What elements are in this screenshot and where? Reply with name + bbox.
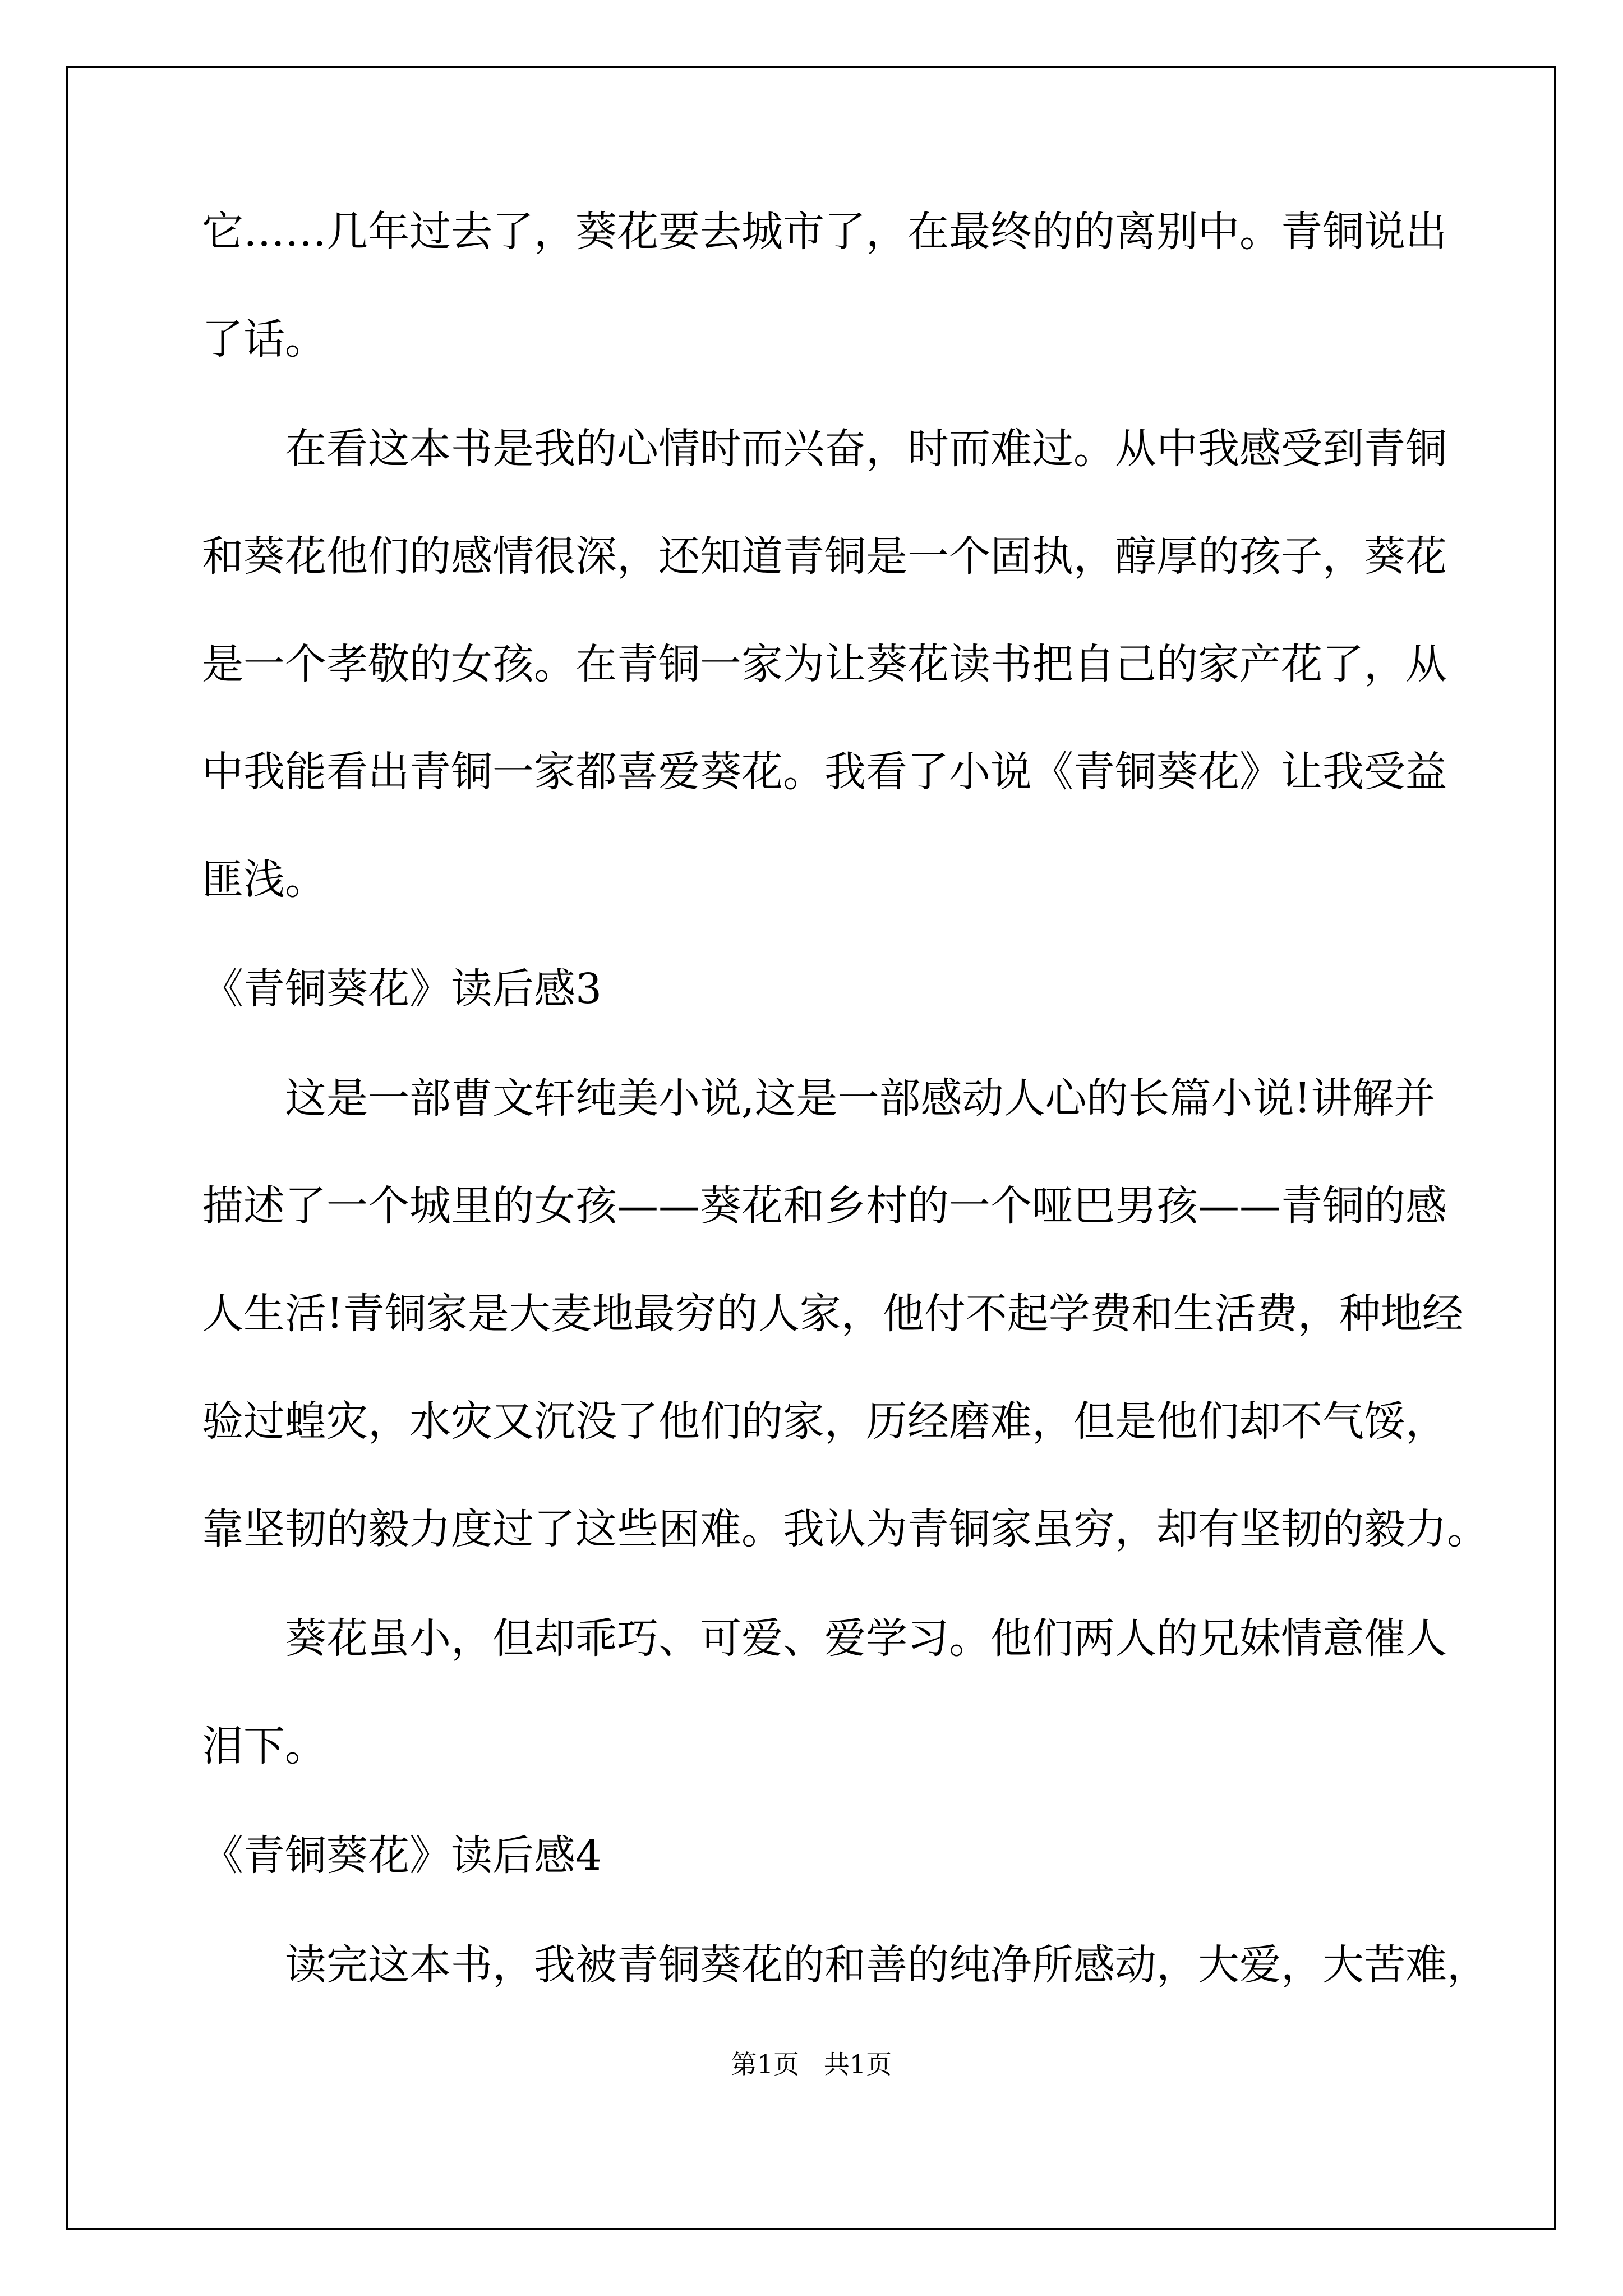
paragraph-line: 这是一部曹文轩纯美小说,这是一部感动人心的长篇小说!讲解并	[285, 1074, 1436, 1122]
section-heading: 《青铜葵花》读后感4	[202, 1832, 602, 1880]
paragraph-line: 匪浅。	[202, 855, 326, 904]
paragraph-line: 泪下。	[202, 1722, 326, 1770]
section-heading: 《青铜葵花》读后感3	[202, 965, 602, 1013]
paragraph-line: 靠坚韧的毅力度过了这些困难。我认为青铜家虽穷，却有坚韧的毅力。	[202, 1505, 1488, 1553]
paragraph-line: 它……几年过去了，葵花要去城市了，在最终的的离别中。青铜说出	[202, 208, 1447, 256]
paragraph-line: 人生活!青铜家是大麦地最穷的人家，他付不起学费和生活费，种地经	[202, 1290, 1464, 1338]
document-body	[202, 205, 1488, 1992]
paragraph-line: 和葵花他们的感情很深，还知道青铜是一个固执，醇厚的孩子，葵花	[202, 532, 1447, 581]
page-number-footer: 第1页 共1页	[731, 2049, 892, 2079]
paragraph-line: 葵花虽小，但却乖巧、可爱、爱学习。他们两人的兄妹情意催人	[285, 1614, 1447, 1663]
paragraph-line: 读完这本书，我被青铜葵花的和善的纯净所感动，大爱，大苦难，	[285, 1941, 1488, 1989]
paragraph-line: 是一个孝敬的女孩。在青铜一家为让葵花读书把自己的家产花了，从	[202, 640, 1447, 688]
paragraph-line: 验过蝗灾，水灾又沉没了他们的家，历经磨难，但是他们却不气馁，	[202, 1397, 1447, 1446]
paragraph-line: 中我能看出青铜一家都喜爱葵花。我看了小说《青铜葵花》让我受益	[202, 748, 1447, 796]
paragraph-line: 了话。	[202, 315, 326, 364]
paragraph-line: 在看这本书是我的心情时而兴奋，时而难过。从中我感受到青铜	[285, 425, 1447, 473]
paragraph-line: 描述了一个城里的女孩——葵花和乡村的一个哑巴男孩——青铜的感	[202, 1182, 1447, 1230]
